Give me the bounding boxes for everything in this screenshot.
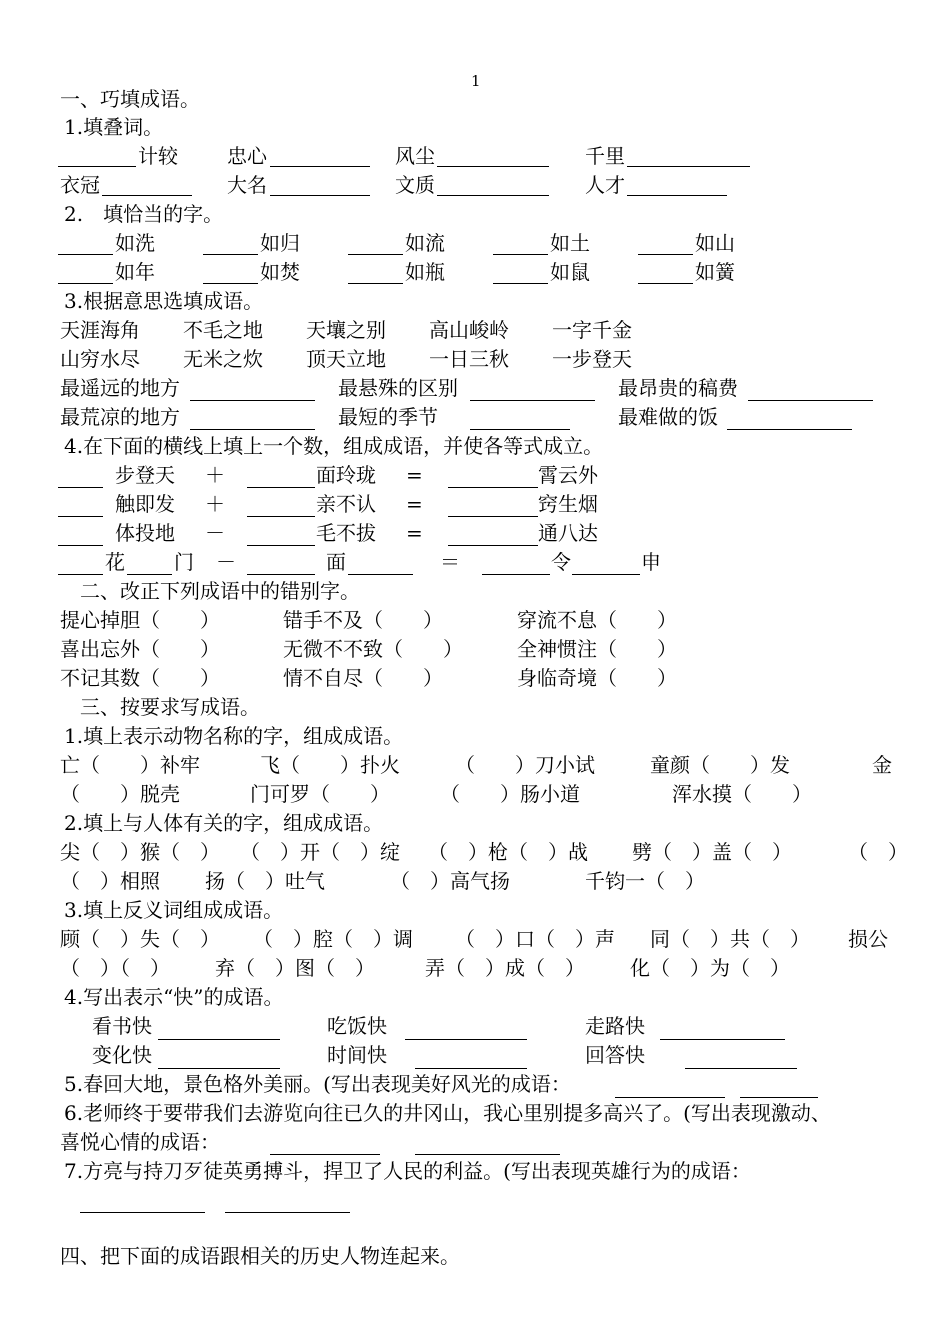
meaning-text: 最荒凉的地方 — [60, 405, 180, 429]
blank[interactable] — [437, 195, 549, 196]
blank[interactable] — [102, 195, 192, 196]
idiom-item: 童颜（ ）发 — [650, 753, 790, 777]
word-bank-item: 顶天立地 — [306, 347, 386, 371]
blank[interactable] — [58, 487, 103, 488]
blank[interactable] — [493, 254, 548, 255]
word-bank-item: 不毛之地 — [183, 318, 263, 342]
eq-text: 体投地 — [115, 521, 175, 545]
word-bank-item: 天涯海角 — [60, 318, 140, 342]
eq-text: 毛不拔 — [316, 521, 376, 545]
idiom-item: 化（ ）为（ ） — [630, 956, 790, 980]
blank[interactable] — [127, 574, 172, 575]
fast-label: 变化快 — [92, 1043, 152, 1067]
blank[interactable] — [58, 516, 103, 517]
idiom-item: （ ）肠小道 — [440, 782, 580, 806]
fast-label: 看书快 — [92, 1014, 152, 1038]
idiom-text: 如归 — [260, 231, 300, 255]
eq-text: 面 — [326, 550, 346, 574]
blank[interactable] — [58, 574, 103, 575]
word-bank-item: 天壤之别 — [306, 318, 386, 342]
s3-q7: 7.方亮与持刀歹徒英勇搏斗，捍卫了人民的利益。(写出表现英雄行为的成语： — [64, 1159, 751, 1183]
eq-op: － — [205, 521, 225, 545]
blank[interactable] — [740, 1097, 818, 1098]
section-4-title: 四、把下面的成语跟相关的历史人物连起来。 — [60, 1244, 460, 1268]
blank[interactable] — [448, 516, 538, 517]
idiom-text: 计较 — [138, 144, 178, 168]
blank[interactable] — [685, 1068, 797, 1069]
eq-text: 门 — [174, 550, 194, 574]
s1-q3-title: 3.根据意思选填成语。 — [64, 289, 264, 313]
blank[interactable] — [190, 429, 315, 430]
eq-text: 面玲珑 — [316, 463, 376, 487]
idiom-item: 亡（ ）补牢 — [60, 753, 200, 777]
s1-q1-title: 1.填叠词。 — [64, 115, 164, 139]
idiom-item: 弄（ ）成（ ） — [425, 956, 585, 980]
s3-q6-line2: 喜悦心情的成语： — [60, 1130, 220, 1154]
word-bank-item: 无米之炊 — [183, 347, 263, 371]
idiom-item: 损公 — [848, 927, 888, 951]
blank[interactable] — [270, 195, 370, 196]
fast-label: 回答快 — [585, 1043, 645, 1067]
blank[interactable] — [247, 574, 315, 575]
word-bank-item: 一步登天 — [552, 347, 632, 371]
s3-q3-title: 3.填上反义词组成成语。 — [64, 898, 284, 922]
blank[interactable] — [615, 1097, 725, 1098]
idiom-item: （ ）腔（ ）调 — [253, 927, 413, 951]
correction-item: 情不自尽（ ） — [283, 666, 443, 690]
eq-text: 亲不认 — [316, 492, 376, 516]
idiom-item: 劈（ ）盖（ ） — [632, 840, 792, 864]
idiom-item: 浑水摸（ ） — [672, 782, 812, 806]
blank[interactable] — [448, 545, 538, 546]
blank[interactable] — [448, 487, 538, 488]
eq-text: 霄云外 — [538, 463, 598, 487]
blank[interactable] — [247, 545, 315, 546]
meaning-text: 最昂贵的稿费 — [618, 376, 738, 400]
meaning-text: 最遥远的地方 — [60, 376, 180, 400]
blank[interactable] — [80, 1212, 205, 1213]
eq-op: ＋ — [205, 492, 225, 516]
eq-text: 窍生烟 — [538, 492, 598, 516]
eq-text: 令 — [551, 550, 571, 574]
idiom-item: 尖（ ）猴（ ） — [60, 840, 220, 864]
idiom-item: 金 — [872, 753, 892, 777]
eq-text: 申 — [641, 550, 661, 574]
idiom-item: （ ）相照 — [60, 869, 160, 893]
correction-item: 穿流不息（ ） — [517, 608, 677, 632]
blank[interactable] — [247, 487, 315, 488]
idiom-item: （ ）高气扬 — [390, 869, 510, 893]
meaning-text: 最短的季节 — [338, 405, 438, 429]
idiom-text: 如簧 — [695, 260, 735, 284]
eq-text: 步登天 — [115, 463, 175, 487]
blank[interactable] — [270, 1154, 380, 1155]
eq-op: = — [406, 521, 423, 545]
blank[interactable] — [203, 283, 258, 284]
idiom-item: 弃（ ）图（ ） — [215, 956, 375, 980]
idiom-text: 大名 — [227, 173, 267, 197]
idiom-text: 如土 — [550, 231, 590, 255]
word-bank-item: 高山峻岭 — [429, 318, 509, 342]
eq-op: ＝ — [440, 550, 460, 574]
idiom-item: 门可罗（ ） — [250, 782, 390, 806]
s1-q2-title: 2. 填恰当的字。 — [64, 202, 224, 226]
section-2-title: 二、改正下列成语中的错别字。 — [80, 579, 360, 603]
blank[interactable] — [270, 166, 370, 167]
s3-q2-title: 2.填上与人体有关的字，组成成语。 — [64, 811, 384, 835]
meaning-text: 最悬殊的区别 — [338, 376, 458, 400]
word-bank-item: 一日三秋 — [429, 347, 509, 371]
correction-item: 身临奇境（ ） — [517, 666, 677, 690]
eq-op: ＋ — [205, 463, 225, 487]
s3-q5: 5.春回大地，景色格外美丽。(写出表现美好风光的成语： — [64, 1072, 571, 1096]
idiom-text: 千里 — [585, 144, 625, 168]
blank[interactable] — [482, 574, 550, 575]
correction-item: 提心掉胆（ ） — [60, 608, 220, 632]
idiom-text: 衣冠 — [60, 173, 100, 197]
blank[interactable] — [405, 1039, 527, 1040]
eq-text: 通八达 — [538, 521, 598, 545]
idiom-text: 如鼠 — [550, 260, 590, 284]
s1-q4-title: 4.在下面的横线上填上一个数，组成成语，并使各等式成立。 — [64, 434, 604, 458]
blank[interactable] — [415, 1154, 560, 1155]
correction-item: 无微不不致（ ） — [283, 637, 463, 661]
correction-item: 错手不及（ ） — [283, 608, 443, 632]
blank[interactable] — [627, 195, 727, 196]
idiom-item: （ ）脱壳 — [60, 782, 180, 806]
blank[interactable] — [470, 429, 570, 430]
meaning-text: 最难做的饭 — [618, 405, 718, 429]
s3-q6-line1: 6.老师终于要带我们去游览向往已久的井冈山，我心里别提多高兴了。(写出表现激动、 — [64, 1101, 831, 1125]
idiom-item: 顾（ ）失（ ） — [60, 927, 220, 951]
idiom-text: 如山 — [695, 231, 735, 255]
blank[interactable] — [247, 516, 315, 517]
blank[interactable] — [727, 429, 852, 430]
idiom-item: 飞（ ）扑火 — [260, 753, 400, 777]
blank[interactable] — [638, 283, 693, 284]
idiom-item: 千钧一（ ） — [585, 869, 705, 893]
blank[interactable] — [627, 166, 750, 167]
blank[interactable] — [493, 283, 548, 284]
idiom-item: （ ）刀小试 — [455, 753, 595, 777]
eq-text: 花 — [105, 550, 125, 574]
blank[interactable] — [58, 545, 103, 546]
idiom-text: 忠心 — [227, 144, 267, 168]
blank[interactable] — [190, 400, 315, 401]
blank[interactable] — [158, 1068, 280, 1069]
blank[interactable] — [572, 574, 640, 575]
fast-label: 时间快 — [327, 1043, 387, 1067]
correction-item: 不记其数（ ） — [60, 666, 220, 690]
idiom-item: 同（ ）共（ ） — [650, 927, 810, 951]
blank[interactable] — [437, 166, 549, 167]
idiom-item: （ ）口（ ）声 — [455, 927, 615, 951]
idiom-text: 风尘 — [395, 144, 435, 168]
idiom-item: （ ） — [848, 840, 908, 864]
word-bank-item: 一字千金 — [552, 318, 632, 342]
correction-item: 全神惯注（ ） — [517, 637, 677, 661]
blank[interactable] — [203, 254, 258, 255]
idiom-text: 如焚 — [260, 260, 300, 284]
eq-op: = — [406, 492, 423, 516]
blank[interactable] — [660, 1039, 785, 1040]
s3-q1-title: 1.填上表示动物名称的字，组成成语。 — [64, 724, 404, 748]
blank[interactable] — [58, 166, 136, 167]
idiom-text: 文质 — [395, 173, 435, 197]
idiom-item: （ ）开（ ）绽 — [240, 840, 400, 864]
idiom-item: （ ）（ ） — [60, 956, 170, 980]
eq-op: － — [216, 550, 236, 574]
idiom-item: （ ）枪（ ）战 — [428, 840, 588, 864]
blank[interactable] — [470, 400, 595, 401]
blank[interactable] — [225, 1212, 350, 1213]
idiom-text: 如瓶 — [405, 260, 445, 284]
idiom-text: 如流 — [405, 231, 445, 255]
eq-text: 触即发 — [115, 492, 175, 516]
idiom-text: 如洗 — [115, 231, 155, 255]
page-number: 1 — [471, 72, 481, 90]
blank[interactable] — [158, 1039, 280, 1040]
section-3-title: 三、按要求写成语。 — [80, 695, 260, 719]
blank[interactable] — [348, 254, 403, 255]
blank[interactable] — [58, 254, 113, 255]
eq-op: = — [406, 463, 423, 487]
fast-label: 吃饭快 — [327, 1014, 387, 1038]
blank[interactable] — [415, 1068, 527, 1069]
s3-q4-title: 4.写出表示“快”的成语。 — [64, 985, 284, 1009]
blank[interactable] — [638, 254, 693, 255]
idiom-item: 扬（ ）吐气 — [205, 869, 325, 893]
blank[interactable] — [748, 400, 873, 401]
section-1-title: 一、巧填成语。 — [60, 87, 200, 111]
blank[interactable] — [348, 574, 413, 575]
blank[interactable] — [58, 283, 113, 284]
idiom-text: 人才 — [585, 173, 625, 197]
blank[interactable] — [348, 283, 403, 284]
fast-label: 走路快 — [585, 1014, 645, 1038]
correction-item: 喜出忘外（ ） — [60, 637, 220, 661]
idiom-text: 如年 — [115, 260, 155, 284]
word-bank-item: 山穷水尽 — [60, 347, 140, 371]
